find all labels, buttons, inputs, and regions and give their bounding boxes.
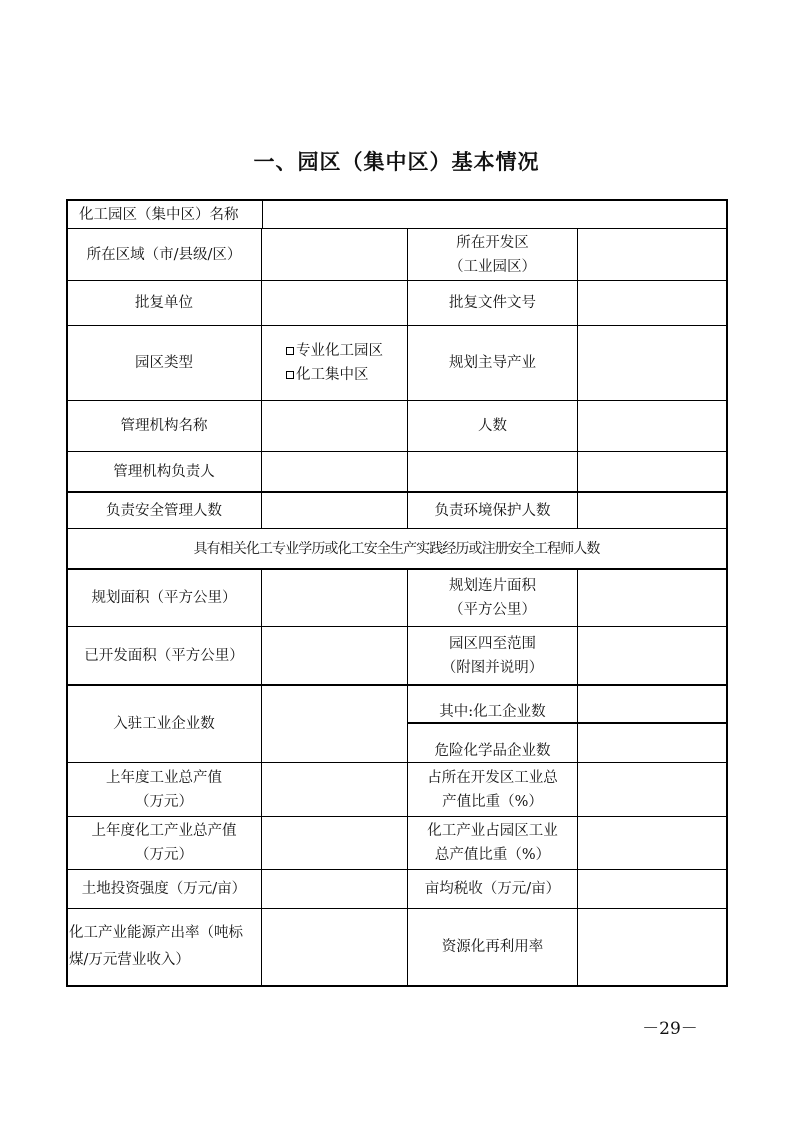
dev-zone-label	[408, 229, 577, 280]
chem-share-label-line2: 总产值比重（%）	[434, 847, 551, 863]
headcount-field[interactable]	[578, 401, 726, 451]
checkbox-icon[interactable]	[286, 371, 294, 379]
energy-output-label-line1: 化工产业能源产出率（吨标	[69, 925, 243, 941]
land-intensity-label: 土地投资强度（万元/亩）	[81, 881, 247, 897]
safety-staff-field[interactable]	[262, 493, 407, 528]
park-type-options	[262, 326, 407, 400]
hazchem-enterprises-field[interactable]	[578, 724, 726, 762]
output-label-line1: 上年度工业总产值	[106, 769, 222, 786]
contig-area-label	[408, 570, 577, 626]
approval-unit-label: 批复单位	[135, 295, 193, 311]
tax-per-mu-label: 亩均税收（万元/亩）	[424, 881, 561, 897]
region-field[interactable]	[262, 229, 407, 280]
contig-area-label-line2: （平方公里）	[449, 602, 536, 618]
type-option-2-label: 化工集中区	[296, 367, 369, 383]
developed-area-field[interactable]	[262, 627, 407, 684]
recycling-rate-label: 资源化再利用率	[441, 939, 544, 955]
approval-unit-field[interactable]	[262, 281, 407, 325]
tax-per-mu-field[interactable]	[578, 870, 726, 908]
chem-share-label-line1: 化工产业占园区工业	[427, 823, 558, 839]
energy-output-label-line2: 煤/万元营业收入）	[69, 952, 190, 968]
boundary-field[interactable]	[578, 627, 726, 684]
planned-area-field[interactable]	[262, 570, 407, 626]
mgmt-head-extra-field[interactable]	[408, 452, 577, 491]
table-border-bottom	[66, 985, 728, 987]
contig-area-label-line1: 规划连片面积	[449, 578, 536, 594]
output-label	[67, 763, 261, 816]
chem-enterprises-label: 其中:化工企业数	[439, 704, 546, 720]
qualified-staff-label: 具有相关化工专业学历或化工安全生产实践经历或注册安全工程师人数	[193, 540, 600, 557]
chem-share-label	[408, 817, 577, 869]
energy-output-label	[67, 909, 261, 985]
region-label: 所在区域（市/县级/区）	[86, 246, 242, 263]
env-staff-field[interactable]	[578, 493, 726, 528]
chem-output-label-line2: （万元）	[135, 847, 193, 863]
share-devzone-label-line1: 占所在开发区工业总	[427, 769, 558, 786]
contig-area-field[interactable]	[578, 570, 726, 626]
chem-share-field[interactable]	[578, 817, 726, 869]
approval-doc-field[interactable]	[578, 281, 726, 325]
approval-doc-label: 批复文件文号	[449, 295, 536, 311]
land-intensity-field[interactable]	[262, 870, 407, 908]
mgmt-name-field[interactable]	[262, 401, 407, 451]
share-devzone-label	[408, 763, 577, 816]
enterprises-label: 入驻工业企业数	[113, 716, 215, 732]
type-option-cluster[interactable]	[286, 363, 369, 387]
page-number: －29－	[642, 1019, 698, 1039]
planned-area-label: 规划面积（平方公里）	[91, 590, 237, 606]
boundary-label	[408, 627, 577, 684]
recycling-rate-field[interactable]	[578, 909, 726, 985]
type-option-specialized[interactable]	[286, 339, 383, 363]
dev-zone-field[interactable]	[578, 229, 726, 280]
output-label-line2: （万元）	[135, 793, 193, 810]
type-option-1-label: 专业化工园区	[296, 343, 383, 359]
leading-industry-field[interactable]	[578, 326, 726, 400]
mgmt-name-label: 管理机构名称	[120, 418, 208, 434]
developed-area-label: 已开发面积（平方公里）	[84, 647, 244, 664]
mgmt-head-field[interactable]	[262, 452, 407, 491]
share-devzone-field[interactable]	[578, 763, 726, 816]
checkbox-icon[interactable]	[286, 347, 294, 355]
chem-output-label-line1: 上年度化工产业总产值	[91, 823, 237, 839]
dev-zone-label-line1: 所在开发区	[456, 234, 529, 251]
boundary-label-line2: （附图并说明）	[441, 659, 544, 676]
chem-output-field[interactable]	[262, 817, 407, 869]
energy-output-field[interactable]	[262, 909, 407, 985]
output-field[interactable]	[262, 763, 407, 816]
park-name-field[interactable]	[263, 201, 726, 228]
boundary-label-line1: 园区四至范围	[449, 635, 536, 652]
share-devzone-label-line2: 产值比重（%）	[442, 793, 543, 810]
chem-output-label	[67, 817, 261, 869]
leading-industry-label: 规划主导产业	[449, 355, 536, 371]
form-title: 一、园区（集中区）基本情况	[253, 150, 540, 174]
park-name-label: 化工园区（集中区）名称	[79, 206, 239, 223]
mgmt-head-extra-field-2[interactable]	[578, 452, 726, 491]
mgmt-head-label: 管理机构负责人	[113, 463, 215, 480]
park-type-label: 园区类型	[135, 355, 193, 371]
headcount-label: 人数	[478, 418, 507, 434]
enterprises-field[interactable]	[262, 686, 407, 762]
safety-staff-label: 负责安全管理人数	[106, 502, 222, 519]
dev-zone-label-line2: （工业园区）	[449, 258, 536, 275]
env-staff-label: 负责环境保护人数	[434, 502, 551, 519]
hazchem-enterprises-label: 危险化学品企业数	[434, 743, 551, 759]
chem-enterprises-field[interactable]	[578, 686, 726, 722]
